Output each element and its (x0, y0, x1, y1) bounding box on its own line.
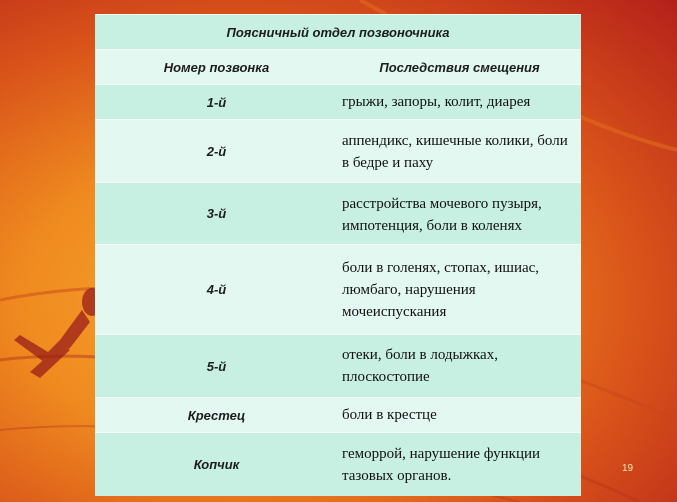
header-vertebra-number: Номер позвонка (95, 50, 338, 85)
table-row (95, 398, 581, 433)
vertebra-cell: Крестец (95, 398, 338, 433)
header-displacement-effects: Последствия смещения (338, 50, 581, 85)
effects-cell: отеки, боли в лодыжках, плоскостопие (338, 335, 581, 398)
vertebra-cell: 3-й (95, 183, 338, 245)
runner-silhouette (14, 288, 102, 378)
effects-cell: боли в голенях, стопах, ишиас, люмбаго, нарушения мочеиспускания (338, 245, 581, 335)
effects-cell: расстройства мочевого пузыря, импотенция, боли в коленях (338, 183, 581, 245)
effects-cell: боли в крестце (338, 398, 581, 433)
table-row (95, 120, 581, 183)
table-row (95, 183, 581, 245)
vertebra-cell: 4-й (95, 245, 338, 335)
effects-cell: геморрой, нарушение функции тазовых органов. (338, 433, 581, 496)
lumbar-spine-table (95, 14, 581, 496)
table-row (95, 85, 581, 120)
vertebra-cell: 2-й (95, 120, 338, 183)
vertebra-cell: Копчик (95, 433, 338, 496)
table-row (95, 433, 581, 496)
table-row (95, 335, 581, 398)
table-title: Поясничный отдел позвоночника (95, 15, 581, 50)
vertebra-cell: 1-й (95, 85, 338, 120)
vertebra-cell: 5-й (95, 335, 338, 398)
effects-cell: аппендикс, кишечные колики, боли в бедре и паху (338, 120, 581, 183)
slide-number: 19 (622, 463, 634, 474)
table-row (95, 245, 581, 335)
effects-cell: грыжи, запоры, колит, диарея (338, 85, 581, 120)
